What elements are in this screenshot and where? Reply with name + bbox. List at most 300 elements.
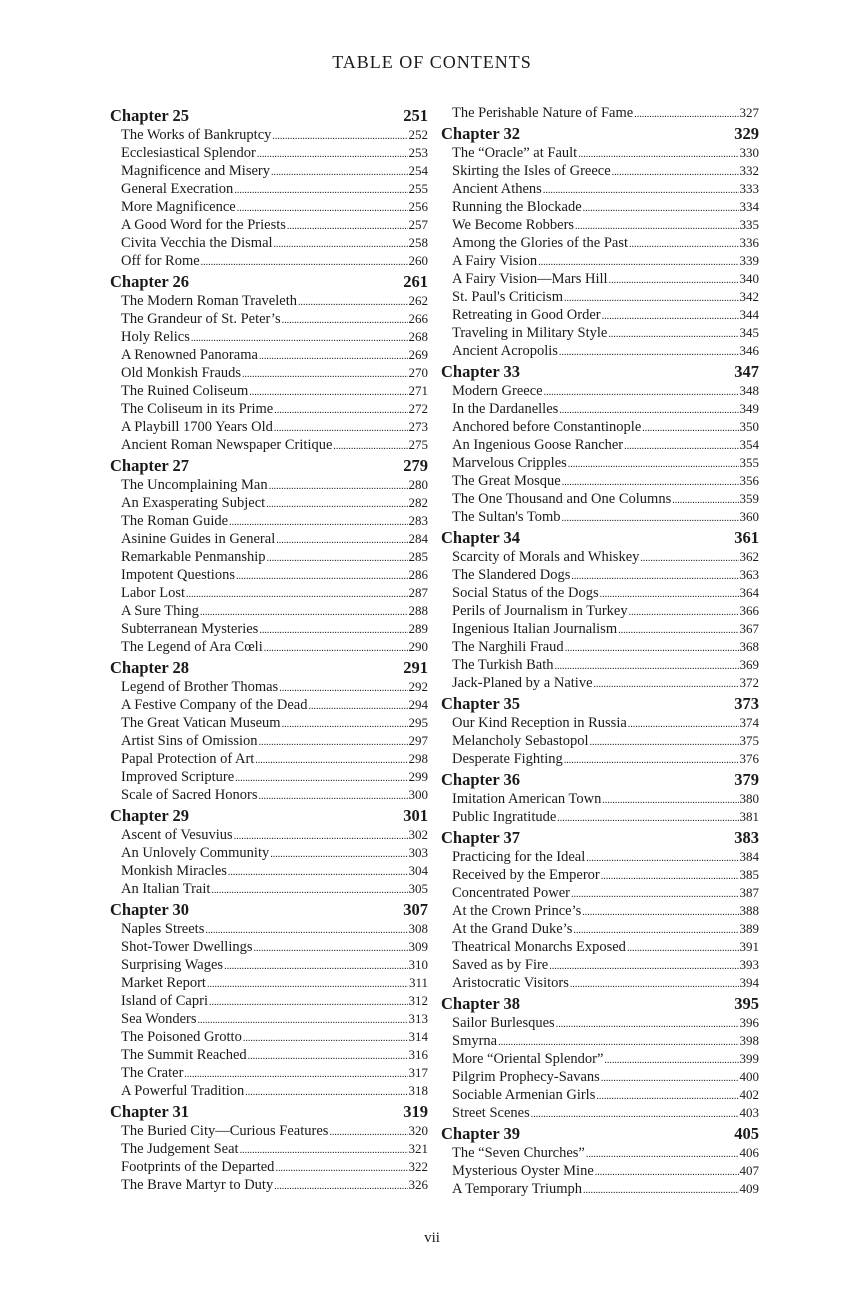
- entry-title: St. Paul's Criticism: [452, 289, 563, 305]
- entry-title: A Sure Thing: [121, 603, 199, 619]
- toc-entry: [441, 1086, 759, 1104]
- entry-title: Sociable Armenian Girls: [452, 1087, 596, 1103]
- toc-entry: [110, 1064, 428, 1082]
- entry-title: The Roman Guide: [121, 513, 229, 529]
- entry-page: 409: [739, 1181, 759, 1196]
- entry-title: The Coliseum in its Prime: [121, 401, 274, 417]
- entry-page: 350: [739, 419, 759, 434]
- entry-title: Theatrical Monarchs Exposed: [452, 939, 626, 955]
- entry-page: 381: [739, 809, 759, 824]
- chapter-title: Chapter 35: [441, 694, 520, 713]
- toc-column-right: [441, 104, 759, 1198]
- toc-entry: [441, 902, 759, 920]
- entry-page: 344: [739, 307, 759, 322]
- entry-page: 312: [408, 993, 428, 1008]
- toc-entry: [441, 418, 759, 436]
- chapter-heading: [441, 528, 759, 548]
- toc-entry: [110, 530, 428, 548]
- chapter-page: 361: [734, 528, 759, 547]
- chapter-title: Chapter 32: [441, 124, 520, 143]
- entry-page: 318: [408, 1083, 428, 1098]
- toc-entry: [110, 732, 428, 750]
- entry-title: Traveling in Military Style: [452, 325, 608, 341]
- entry-page: 253: [408, 145, 428, 160]
- dot-leader: [274, 236, 408, 254]
- entry-title: The Grandeur of St. Peter’s: [121, 311, 281, 327]
- entry-title: The Crater: [121, 1065, 184, 1081]
- dot-leader: [602, 792, 738, 810]
- entry-title: The Modern Roman Traveleth: [121, 293, 297, 309]
- chapter-page: 347: [734, 362, 759, 381]
- chapter-title: Chapter 38: [441, 994, 520, 1013]
- entry-title: A Playbill 1700 Years Old: [121, 419, 273, 435]
- entry-page: 285: [408, 549, 428, 564]
- dot-leader: [211, 882, 407, 900]
- entry-page: 254: [408, 163, 428, 178]
- entry-title: A Festive Company of the Dead: [121, 697, 308, 713]
- dot-leader: [564, 752, 739, 770]
- entry-title: Legend of Brother Thomas: [121, 679, 279, 695]
- entry-page: 364: [739, 585, 759, 600]
- dot-leader: [259, 348, 408, 366]
- entry-title: Social Status of the Dogs: [452, 585, 599, 601]
- entry-page: 280: [408, 477, 428, 492]
- entry-page: 360: [739, 509, 759, 524]
- toc-entry: [441, 252, 759, 270]
- entry-title: Melancholy Sebastopol: [452, 733, 589, 749]
- entry-title: The Perishable Nature of Fame: [452, 105, 634, 121]
- chapter-title: Chapter 25: [110, 106, 189, 125]
- entry-page: 313: [408, 1011, 428, 1026]
- dot-leader: [298, 294, 408, 312]
- dot-leader: [274, 1178, 407, 1196]
- dot-leader: [264, 640, 408, 658]
- toc-entry: [441, 790, 759, 808]
- dot-leader: [629, 236, 739, 254]
- dot-leader: [609, 272, 739, 290]
- entry-title: The Turkish Bath: [452, 657, 554, 673]
- toc-entry: [441, 956, 759, 974]
- entry-page: 282: [408, 495, 428, 510]
- entry-title: Smyrna: [452, 1033, 498, 1049]
- dot-leader: [259, 788, 408, 806]
- toc-entry: [441, 620, 759, 638]
- toc-entry: [441, 216, 759, 234]
- entry-title: Marvelous Cripples: [452, 455, 567, 471]
- entry-page: 339: [739, 253, 759, 268]
- toc-column-left: [110, 104, 428, 1194]
- entry-page: 256: [408, 199, 428, 214]
- dot-leader: [235, 770, 407, 788]
- toc-entry: [441, 1162, 759, 1180]
- dot-leader: [634, 106, 738, 124]
- page-number: vii: [424, 1230, 440, 1246]
- page-title: TABLE OF CONTENTS: [332, 52, 532, 72]
- entry-page: 284: [408, 531, 428, 546]
- entry-page: 396: [739, 1015, 759, 1030]
- entry-title: A Temporary Triumph: [452, 1181, 583, 1197]
- entry-title: Running the Blockade: [452, 199, 582, 215]
- entry-page: 327: [739, 105, 759, 120]
- chapter-page: 395: [734, 994, 759, 1013]
- entry-title: Desperate Fighting: [452, 751, 563, 767]
- toc-entry: [441, 342, 759, 360]
- entry-page: 288: [408, 603, 428, 618]
- entry-page: 346: [739, 343, 759, 358]
- entry-title: Remarkable Penmanship: [121, 549, 266, 565]
- entry-page: 407: [739, 1163, 759, 1178]
- entry-page: 389: [739, 921, 759, 936]
- entry-page: 290: [408, 639, 428, 654]
- dot-leader: [629, 604, 739, 622]
- chapter-heading: [441, 362, 759, 382]
- toc-entry: [441, 490, 759, 508]
- dot-leader: [333, 438, 407, 456]
- chapter-heading: [110, 900, 428, 920]
- dot-leader: [595, 1164, 739, 1182]
- entry-page: 369: [739, 657, 759, 672]
- entry-page: 314: [408, 1029, 428, 1044]
- toc-entry: [110, 880, 428, 898]
- entry-page: 342: [739, 289, 759, 304]
- entry-page: 292: [408, 679, 428, 694]
- entry-title: Old Monkish Frauds: [121, 365, 242, 381]
- toc-entry: [441, 306, 759, 324]
- entry-title: Pilgrim Prophecy-Savans: [452, 1069, 600, 1085]
- chapter-heading: [441, 994, 759, 1014]
- entry-title: Scarcity of Morals and Whiskey: [452, 549, 640, 565]
- dot-leader: [287, 218, 408, 236]
- entry-page: 384: [739, 849, 759, 864]
- toc-entry: [441, 714, 759, 732]
- dot-leader: [624, 438, 738, 456]
- toc-entry: [441, 436, 759, 454]
- dot-leader: [590, 734, 739, 752]
- entry-page: 252: [408, 127, 428, 142]
- entry-page: 260: [408, 253, 428, 268]
- chapter-title: Chapter 31: [110, 1102, 189, 1121]
- toc-entry: [110, 1046, 428, 1064]
- dot-leader: [586, 1146, 739, 1164]
- toc-entry: [110, 436, 428, 454]
- dot-leader: [207, 976, 408, 994]
- toc-entry: [441, 1180, 759, 1198]
- entry-title: The Judgement Seat: [121, 1141, 239, 1157]
- entry-title: Ancient Roman Newspaper Critique: [121, 437, 333, 453]
- entry-title: Jack-Planed by a Native: [452, 675, 593, 691]
- entry-title: Ascent of Vesuvius: [121, 827, 233, 843]
- entry-page: 367: [739, 621, 759, 636]
- entry-title: Ancient Acropolis: [452, 343, 558, 359]
- chapter-heading: [441, 1124, 759, 1144]
- dot-leader: [582, 904, 738, 922]
- chapter-title: Chapter 39: [441, 1124, 520, 1143]
- entry-page: 310: [408, 957, 428, 972]
- entry-page: 355: [739, 455, 759, 470]
- chapter-heading: [441, 828, 759, 848]
- dot-leader: [596, 1088, 738, 1106]
- toc-entry: [441, 656, 759, 674]
- entry-title: Ancient Athens: [452, 181, 542, 197]
- chapter-page: 301: [403, 806, 428, 825]
- dot-leader: [601, 868, 739, 886]
- toc-entry: [110, 418, 428, 436]
- dot-leader: [672, 492, 738, 510]
- dot-leader: [282, 716, 408, 734]
- toc-entry: [441, 180, 759, 198]
- entry-page: 303: [408, 845, 428, 860]
- toc-entry: [110, 1028, 428, 1046]
- toc-entry: [441, 1144, 759, 1162]
- entry-page: 297: [408, 733, 428, 748]
- entry-page: 374: [739, 715, 759, 730]
- entry-title: Market Report: [121, 975, 206, 991]
- entry-page: 270: [408, 365, 428, 380]
- chapter-page: 373: [734, 694, 759, 713]
- dot-leader: [270, 846, 407, 864]
- toc-entry: [110, 696, 428, 714]
- entry-page: 332: [739, 163, 759, 178]
- toc-entry: [110, 400, 428, 418]
- entry-page: 268: [408, 329, 428, 344]
- toc-entry: [110, 584, 428, 602]
- dot-leader: [568, 456, 739, 474]
- entry-page: 309: [408, 939, 428, 954]
- entry-title: A Powerful Tradition: [121, 1083, 245, 1099]
- entry-page: 363: [739, 567, 759, 582]
- toc-entry: [110, 1140, 428, 1158]
- toc-entry: [110, 566, 428, 584]
- entry-page: 406: [739, 1145, 759, 1160]
- toc-entry: [110, 1082, 428, 1100]
- entry-page: 366: [739, 603, 759, 618]
- dot-leader: [186, 586, 407, 604]
- entry-page: 298: [408, 751, 428, 766]
- entry-title: Subterranean Mysteries: [121, 621, 259, 637]
- toc-entry: [441, 162, 759, 180]
- toc-entry: [441, 1050, 759, 1068]
- dot-leader: [267, 550, 408, 568]
- chapter-heading: [110, 106, 428, 126]
- entry-page: 334: [739, 199, 759, 214]
- chapter-title: Chapter 36: [441, 770, 520, 789]
- entry-title: Papal Protection of Art: [121, 751, 255, 767]
- entry-page: 300: [408, 787, 428, 802]
- toc-entry: [110, 1122, 428, 1140]
- entry-title: Naples Streets: [121, 921, 205, 937]
- entry-title: Street Scenes: [452, 1105, 530, 1121]
- entry-title: Off for Rome: [121, 253, 200, 269]
- entry-title: Our Kind Reception in Russia: [452, 715, 627, 731]
- entry-title: Ecclesiastical Splendor: [121, 145, 256, 161]
- dot-leader: [604, 1052, 738, 1070]
- toc-entry: [110, 494, 428, 512]
- toc-entry: [110, 292, 428, 310]
- entry-title: The Sultan's Tomb: [452, 509, 561, 525]
- toc-entry: [110, 216, 428, 234]
- dot-leader: [618, 622, 738, 640]
- chapter-title: Chapter 34: [441, 528, 520, 547]
- entry-page: 372: [739, 675, 759, 690]
- chapter-heading: [110, 658, 428, 678]
- chapter-page: 307: [403, 900, 428, 919]
- entry-page: 362: [739, 549, 759, 564]
- dot-leader: [224, 958, 407, 976]
- toc-entry: [441, 974, 759, 992]
- toc-entry: [441, 1104, 759, 1122]
- entry-title: Ingenious Italian Journalism: [452, 621, 618, 637]
- entry-title: The “Oracle” at Fault: [452, 145, 578, 161]
- entry-page: 311: [408, 975, 428, 990]
- entry-page: 308: [408, 921, 428, 936]
- toc-entry: [441, 382, 759, 400]
- dot-leader: [586, 850, 738, 868]
- toc-entry: [110, 620, 428, 638]
- entry-title: Mysterious Oyster Mine: [452, 1163, 594, 1179]
- entry-title: Footprints of the Departed: [121, 1159, 275, 1175]
- entry-page: 304: [408, 863, 428, 878]
- entry-page: 340: [739, 271, 759, 286]
- toc-entry: [110, 750, 428, 768]
- chapter-title: Chapter 30: [110, 900, 189, 919]
- entry-page: 330: [739, 145, 759, 160]
- chapter-heading: [441, 124, 759, 144]
- dot-leader: [561, 510, 738, 528]
- toc-entry: [441, 602, 759, 620]
- toc-entry: [441, 920, 759, 938]
- toc-entry: [441, 1032, 759, 1050]
- toc-entry: [110, 234, 428, 252]
- entry-title: At the Grand Duke’s: [452, 921, 573, 937]
- entry-title: The Buried City—Curious Features: [121, 1123, 329, 1139]
- toc-entry: [441, 234, 759, 252]
- entry-title: Impotent Questions: [121, 567, 235, 583]
- toc-entry: [441, 674, 759, 692]
- entry-title: The Poisoned Grotto: [121, 1029, 242, 1045]
- toc-entry: [110, 252, 428, 270]
- entry-page: 287: [408, 585, 428, 600]
- entry-title: Civita Vecchia the Dismal: [121, 235, 273, 251]
- dot-leader: [559, 344, 739, 362]
- dot-leader: [228, 864, 408, 882]
- entry-title: A Renowned Panorama: [121, 347, 258, 363]
- entry-page: 376: [739, 751, 759, 766]
- entry-title: More “Oriental Splendor”: [452, 1051, 604, 1067]
- entry-title: Public Ingratitude: [452, 809, 557, 825]
- chapter-title: Chapter 33: [441, 362, 520, 381]
- toc-entry: [441, 866, 759, 884]
- dot-leader: [209, 994, 408, 1012]
- toc-entry: [110, 548, 428, 566]
- dot-leader: [257, 146, 408, 164]
- toc-entry: [441, 400, 759, 418]
- entry-title: A Good Word for the Priests: [121, 217, 286, 233]
- toc-entry: [110, 938, 428, 956]
- dot-leader: [269, 478, 408, 496]
- dot-leader: [274, 402, 407, 420]
- entry-title: The Brave Martyr to Duty: [121, 1177, 274, 1193]
- toc-entry: [110, 1010, 428, 1028]
- entry-page: 272: [408, 401, 428, 416]
- entry-page: 257: [408, 217, 428, 232]
- toc-entry: [110, 126, 428, 144]
- entry-title: Sailor Burlesques: [452, 1015, 555, 1031]
- dot-leader: [549, 958, 738, 976]
- dot-leader: [627, 940, 739, 958]
- entry-title: The Narghili Fraud: [452, 639, 564, 655]
- entry-title: The One Thousand and One Columns: [452, 491, 672, 507]
- chapter-page: 261: [403, 272, 428, 291]
- entry-title: A Fairy Vision—Mars Hill: [452, 271, 608, 287]
- toc-entry: [110, 992, 428, 1010]
- entry-title: The Great Mosque: [452, 473, 561, 489]
- entry-page: 398: [739, 1033, 759, 1048]
- entry-title: The Works of Bankruptcy: [121, 127, 272, 143]
- entry-page: 299: [408, 769, 428, 784]
- toc-entry: [441, 548, 759, 566]
- entry-page: 333: [739, 181, 759, 196]
- dot-leader: [248, 1048, 408, 1066]
- toc-entry: [441, 732, 759, 750]
- entry-page: 262: [408, 293, 428, 308]
- entry-title: The Legend of Ara Cœli: [121, 639, 263, 655]
- dot-leader: [544, 384, 739, 402]
- entry-page: 294: [408, 697, 428, 712]
- entry-page: 269: [408, 347, 428, 362]
- toc-entry: [110, 180, 428, 198]
- dot-leader: [272, 128, 407, 146]
- entry-page: 258: [408, 235, 428, 250]
- chapter-page: 329: [734, 124, 759, 143]
- toc-entry: [441, 104, 759, 122]
- toc-entry: [441, 508, 759, 526]
- toc-entry: [441, 472, 759, 490]
- entry-page: 305: [408, 881, 428, 896]
- chapter-page: 279: [403, 456, 428, 475]
- dot-leader: [308, 698, 407, 716]
- dot-leader: [565, 640, 739, 658]
- chapter-page: 319: [403, 1102, 428, 1121]
- toc-entry: [441, 454, 759, 472]
- chapter-title: Chapter 37: [441, 828, 520, 847]
- toc-entry: [110, 844, 428, 862]
- toc-entry: [441, 1014, 759, 1032]
- dot-leader: [583, 1182, 738, 1200]
- chapter-title: Chapter 26: [110, 272, 189, 291]
- entry-title: Retreating in Good Order: [452, 307, 601, 323]
- toc-entry: [110, 862, 428, 880]
- dot-leader: [242, 366, 407, 384]
- entry-page: 295: [408, 715, 428, 730]
- toc-entry: [110, 162, 428, 180]
- entry-title: An Unlovely Community: [121, 845, 270, 861]
- dot-leader: [282, 312, 408, 330]
- entry-page: 385: [739, 867, 759, 882]
- entry-page: 368: [739, 639, 759, 654]
- entry-title: An Italian Trait: [121, 881, 211, 897]
- dot-leader: [259, 622, 407, 640]
- dot-leader: [236, 568, 408, 586]
- toc-entry: [110, 476, 428, 494]
- chapter-heading: [110, 456, 428, 476]
- dot-leader: [628, 716, 739, 734]
- entry-title: Labor Lost: [121, 585, 186, 601]
- entry-page: 354: [739, 437, 759, 452]
- entry-page: 399: [739, 1051, 759, 1066]
- chapter-title: Chapter 29: [110, 806, 189, 825]
- entry-page: 336: [739, 235, 759, 250]
- entry-page: 326: [408, 1177, 428, 1192]
